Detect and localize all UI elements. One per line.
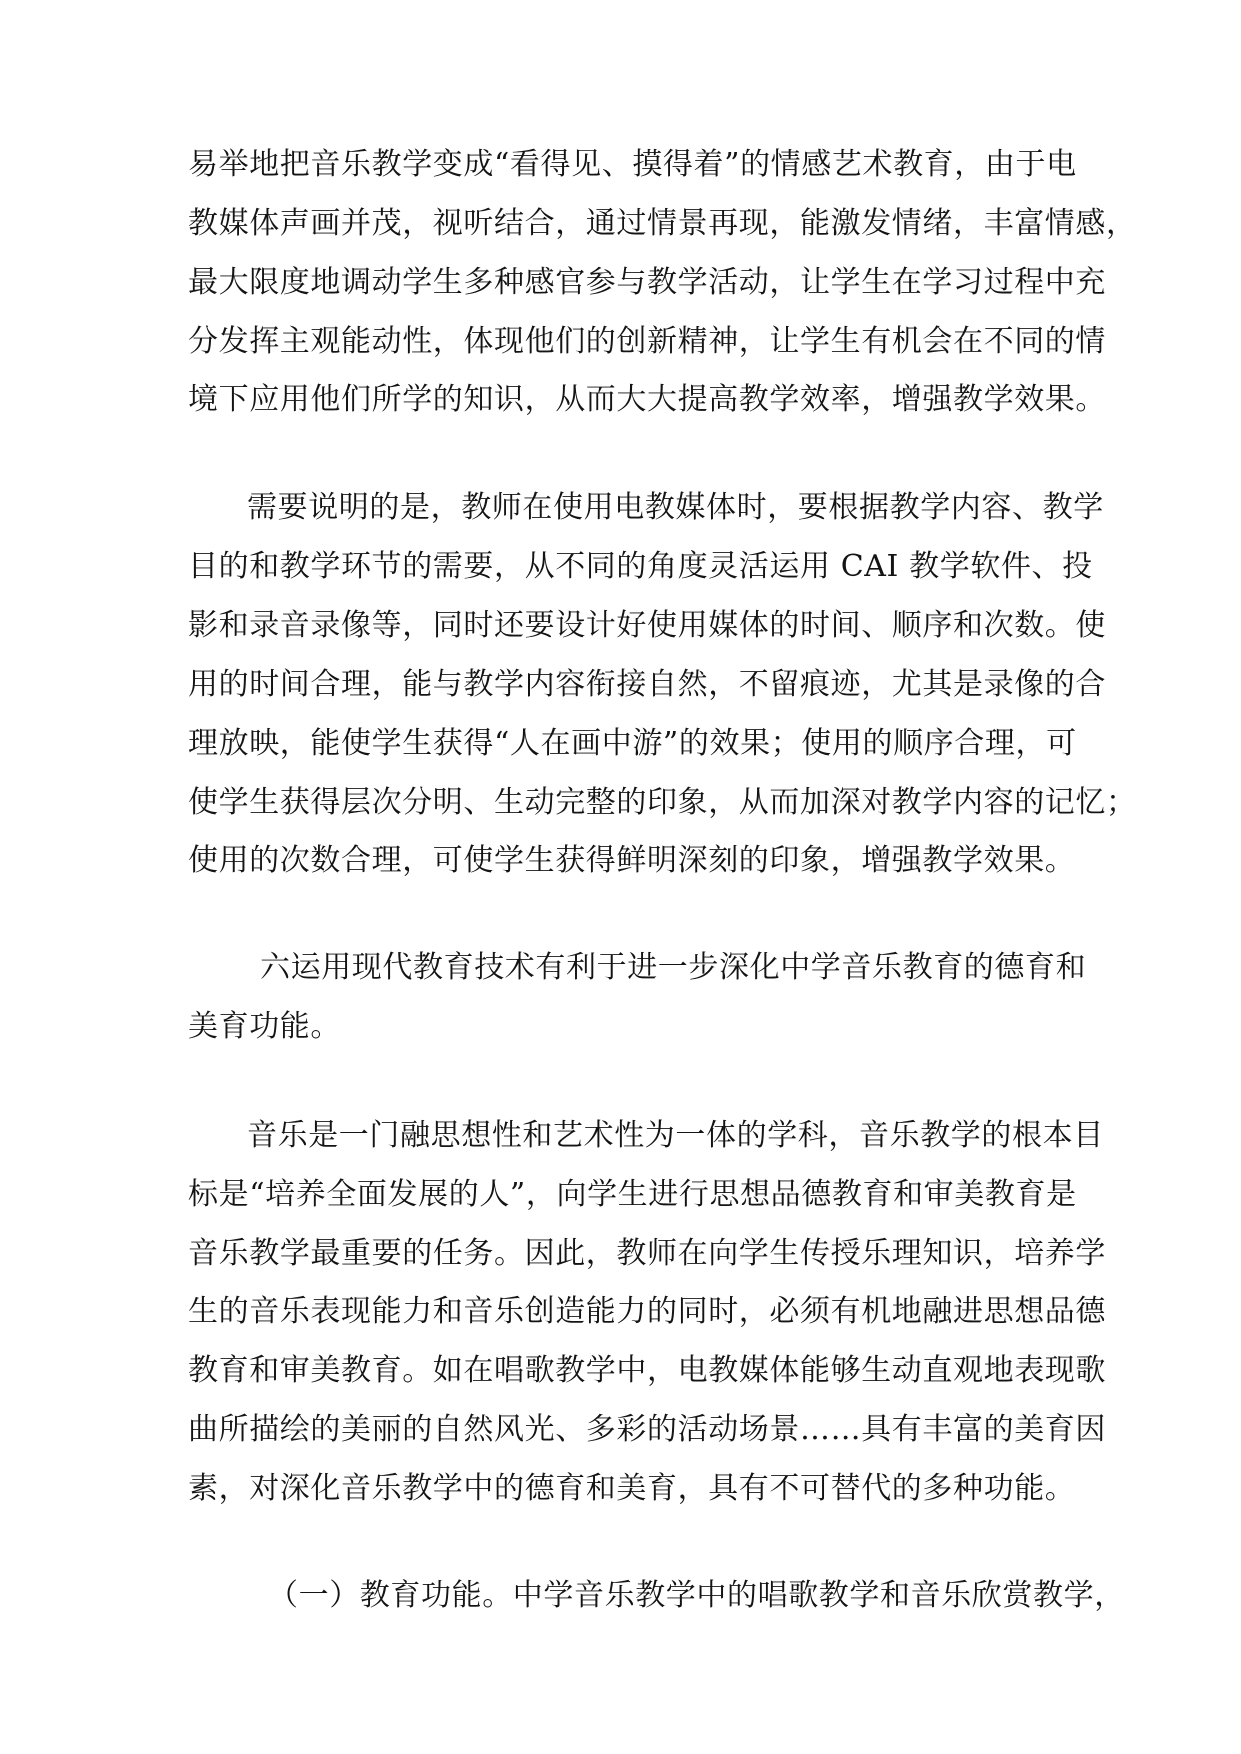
paragraph-first-line: 需要说明的是，教师在使用电教媒体时，要根据教学内容、教学	[247, 490, 1104, 525]
paragraph-first-line: 音乐是一门融思想性和艺术性为一体的学科，音乐教学的根本目	[247, 1118, 1104, 1153]
section-heading-line: 六运用现代教育技术有利于进一步深化中学音乐教育的德育和	[260, 950, 1087, 985]
text-line: 境下应用他们所学的知识，从而大大提高教学效率，增强教学效果。	[188, 382, 1106, 417]
text-line: 音乐教学最重要的任务。因此，教师在向学生传授乐理知识，培养学	[188, 1236, 1106, 1271]
text-line: 素，对深化音乐教学中的德育和美育，具有不可替代的多种功能。	[188, 1471, 1076, 1506]
subsection-line: （一）教育功能。中学音乐教学中的唱歌教学和音乐欣赏教学，	[268, 1578, 1125, 1613]
text-line: 分发挥主观能动性，体现他们的创新精神，让学生有机会在不同的情	[188, 324, 1106, 359]
text-line: 影和录音录像等，同时还要设计好使用媒体的时间、顺序和次数。使	[188, 608, 1106, 643]
text-line: 理放映，能使学生获得“人在画中游”的效果；使用的顺序合理，可	[188, 726, 1077, 761]
text-line: 使学生获得层次分明、生动完整的印象，从而加深对教学内容的记忆；	[188, 785, 1137, 820]
text-line: 生的音乐表现能力和音乐创造能力的同时，必须有机地融进思想品德	[188, 1294, 1106, 1329]
text-line: 最大限度地调动学生多种感官参与教学活动，让学生在学习过程中充	[188, 265, 1106, 300]
text-line: 使用的次数合理，可使学生获得鲜明深刻的印象，增强教学效果。	[188, 843, 1076, 878]
section-heading-line: 美育功能。	[188, 1009, 341, 1044]
text-line: 教育和审美教育。如在唱歌教学中，电教媒体能够生动直观地表现歌	[188, 1353, 1106, 1388]
text-line: 用的时间合理，能与教学内容衔接自然，不留痕迹，尤其是录像的合	[188, 667, 1106, 702]
text-line: 曲所描绘的美丽的自然风光、多彩的活动场景……具有丰富的美育因	[188, 1412, 1106, 1447]
text-line: 易举地把音乐教学变成“看得见、摸得着”的情感艺术教育，由于电	[188, 147, 1077, 182]
text-line: 目的和教学环节的需要，从不同的角度灵活运用 CAI 教学软件、投	[188, 549, 1093, 584]
text-line: 教媒体声画并茂，视听结合，通过情景再现，能激发情绪，丰富情感，	[188, 206, 1137, 241]
text-line: 标是“培养全面发展的人”，向学生进行思想品德教育和审美教育是	[188, 1177, 1077, 1212]
